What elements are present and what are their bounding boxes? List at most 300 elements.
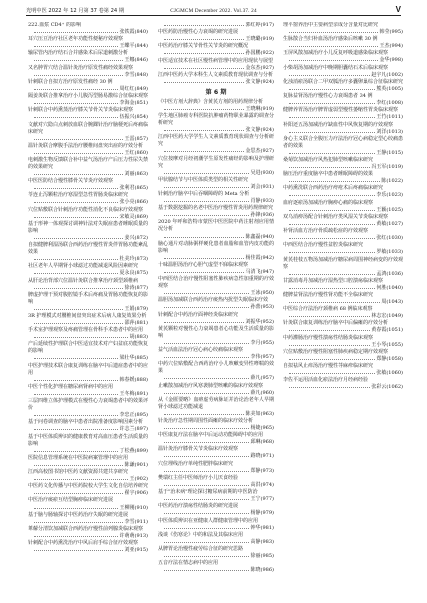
index-entry xyxy=(28,79,148,93)
leader-dots xyxy=(34,288,123,289)
entry-author: 薛凡(957) xyxy=(250,375,274,382)
entry-author: 张小亮(866) xyxy=(119,199,148,206)
entry-title: 浅谈《伤寒论》中的和法及其临床应用 xyxy=(158,531,244,538)
entry-title: 中医医防结合慢性膝骨关节炎疗效观察 xyxy=(28,178,114,185)
entry-title: 穴位埋线治疗单纯性肥胖临床研究 xyxy=(158,460,234,467)
entry-author-page xyxy=(28,270,148,277)
index-entry xyxy=(158,383,274,397)
leader-dots xyxy=(34,259,118,260)
index-entry xyxy=(158,560,274,574)
entry-author-page xyxy=(28,306,148,313)
index-entry xyxy=(28,327,148,341)
entry-author-page xyxy=(28,355,148,362)
entry-author: 王蝶平(844) xyxy=(119,43,148,50)
leader-dots xyxy=(164,109,244,110)
entry-title: 文献对穴隐白点刺放血联合腕踝针治疗脑梗死后疼痛临床研究 xyxy=(28,121,148,135)
index-entry xyxy=(283,50,403,64)
entry-title: 中医个性化护理在糖尿病肾病中的应用 xyxy=(28,383,114,390)
index-entry xyxy=(158,326,274,347)
index-entry xyxy=(158,43,274,57)
entry-title: 自拟祛风止痒汤治疗慢性荨麻疹临床研究 xyxy=(283,363,374,370)
entry-title: 血府逐瘀汤加减治疗胸痹心痛的临床观察 xyxy=(283,199,374,206)
entry-author-page xyxy=(283,207,403,214)
leader-dots xyxy=(34,415,118,416)
entry-author-page xyxy=(158,148,274,155)
entry-author: 李月(955) xyxy=(250,339,274,346)
entry-author-page xyxy=(28,199,148,206)
entry-title: 止嗽散加减治疗风寒袭肺型咳嗽的临床疗效观察 xyxy=(158,382,264,389)
entry-author: 陈谦(901) xyxy=(124,461,148,468)
page-header xyxy=(26,3,401,16)
index-entry xyxy=(283,107,403,121)
index-entry xyxy=(28,497,148,511)
entry-title: 电刺激生物反馈联合补中益气汤治疗产后压力性尿失禁的效果研究 xyxy=(28,156,148,170)
leader-dots xyxy=(34,337,128,338)
entry-author: 李雪(911) xyxy=(124,518,148,525)
leader-dots xyxy=(164,471,249,472)
leader-dots xyxy=(34,380,118,381)
leader-dots xyxy=(164,201,249,202)
entry-title: 学生地区肺癌专科医院抗肿瘤药物职业暴露的调查分析研究 xyxy=(158,113,274,127)
entry-author-page xyxy=(158,234,274,241)
entry-author: 李红(1008) xyxy=(376,100,403,107)
leader-dots xyxy=(164,513,249,514)
entry-author-page xyxy=(158,375,274,382)
index-entry xyxy=(28,419,148,433)
leader-dots xyxy=(289,359,375,360)
leader-dots xyxy=(164,357,249,358)
entry-author-page xyxy=(28,505,148,512)
leader-dots xyxy=(289,302,380,303)
leader-dots xyxy=(34,493,123,494)
entry-author-page xyxy=(28,547,148,554)
index-entry xyxy=(28,526,148,540)
entry-title: 复脉益肾汤治疗慢性心力衰竭患者 34 例 xyxy=(283,93,373,100)
index-entry xyxy=(28,65,148,79)
entry-title: 玉屏风散加减治疗小儿反复呼吸道感染临床观察 xyxy=(283,50,389,57)
entry-title: 中医药防治慢性心力衰竭的研究进展 xyxy=(158,29,239,36)
leader-dots xyxy=(34,309,123,310)
entry-author: 金华(998) xyxy=(379,57,403,64)
entry-author: 翟宇(906) xyxy=(124,490,148,497)
leader-dots xyxy=(34,32,118,33)
index-entry xyxy=(28,384,148,398)
entry-title: 小柴胡汤加减治疗中晚期胆囊结石术后临床观察 xyxy=(283,64,389,71)
entry-author: 宋敏灵(869) xyxy=(119,213,148,220)
leader-dots xyxy=(34,60,123,61)
entry-author: 王小琴(1055) xyxy=(371,341,403,348)
entry-title: 苓连止泻颗粒治疗寒湿型急性胃肠炎临床研究 xyxy=(28,192,129,199)
entry-author-page xyxy=(28,462,148,469)
entry-title: 理平窗养治中主要病型亲成分含量对比研究 xyxy=(283,22,379,28)
entry-author: 杜美玲(873) xyxy=(119,256,148,263)
entry-author-page xyxy=(28,285,148,292)
entry-author: 张文静(924) xyxy=(245,78,274,85)
leader-dots xyxy=(289,132,375,133)
header-journal-info: 光明中医 2022 年 12 月第 37 卷第 24 期 xyxy=(26,8,125,14)
index-entry xyxy=(158,262,274,276)
index-entry xyxy=(28,313,148,327)
index-entry xyxy=(28,434,148,455)
entry-title: 中医药文化传播与中医药院校大学生文化自信培养研究 xyxy=(28,483,148,490)
leader-dots xyxy=(34,323,123,324)
leader-dots xyxy=(34,238,123,239)
leader-dots xyxy=(289,210,375,211)
entry-author-page xyxy=(158,539,274,546)
entry-author-page xyxy=(28,519,148,526)
entry-author: 王娜(846) xyxy=(124,57,148,64)
entry-title: 基于数据挖掘的名老中医治疗慢性胃炎用药规律研究 xyxy=(158,205,274,212)
entry-author-page xyxy=(158,340,274,347)
entry-author-page xyxy=(283,57,403,64)
entry-author-page xyxy=(28,391,148,398)
index-entry xyxy=(283,122,403,136)
entry-author-page xyxy=(283,164,403,171)
entry-author: 刘洋(1013) xyxy=(376,128,403,135)
leader-dots xyxy=(164,428,249,429)
entry-author: 吴进(930) xyxy=(250,169,274,176)
index-entry xyxy=(158,361,274,382)
index-entry xyxy=(158,241,274,262)
entry-author: 王杰(994) xyxy=(379,43,403,50)
index-entry xyxy=(158,72,274,86)
index-entry xyxy=(283,22,403,36)
entry-title: 2020 年呼和浩特市蒙医中医医院中药注射剂应用情况分析 xyxy=(158,219,274,233)
leader-dots xyxy=(289,60,378,61)
leader-dots xyxy=(164,173,249,174)
entry-author-page xyxy=(158,482,274,489)
index-entry xyxy=(283,349,403,363)
index-entry xyxy=(283,214,403,228)
leader-dots xyxy=(289,274,375,275)
entry-author-page xyxy=(283,29,403,36)
entry-author-page xyxy=(283,271,403,278)
entry-author-page xyxy=(28,214,148,221)
index-column-3 xyxy=(283,22,403,597)
leader-dots xyxy=(289,153,375,154)
leader-dots xyxy=(34,89,118,90)
leader-dots xyxy=(164,82,244,83)
leader-dots xyxy=(289,103,375,104)
entry-author: 张敏(1060) xyxy=(376,370,403,377)
entry-title: 江西中医药大学本科生人文素质教育现状调查与分析 xyxy=(158,71,274,78)
entry-author-page xyxy=(28,235,148,242)
index-entry xyxy=(283,320,403,334)
entry-author: 林志宏(1049) xyxy=(371,313,403,320)
index-entry xyxy=(158,219,274,240)
entry-title: 黄芪颗粒对慢性心力衰竭患者心功能及生活质量的影响 xyxy=(158,325,274,339)
entry-author: 肖静(933) xyxy=(250,198,274,205)
entry-author-page xyxy=(28,377,148,384)
leader-dots xyxy=(34,508,118,509)
entry-title: 健脾益肾法治疗慢性肾功能不全临床研究 xyxy=(283,291,374,298)
index-entry xyxy=(28,341,148,362)
leader-dots xyxy=(164,215,249,216)
entry-title: 针灸联合康复训练治疗脑卒中后偏瘫的疗效分析 xyxy=(283,320,389,327)
entry-author: 黄春霞(1051) xyxy=(371,327,403,334)
entry-title: 中医体质辨识在亚健康人群健康管理中的应用 xyxy=(158,517,259,524)
entry-author: 冯玉军(1019) xyxy=(371,164,403,170)
entry-author-page xyxy=(158,198,274,205)
entry-title: 双乌消痹汤配合针刺治疗类风湿关节炎临床观察 xyxy=(283,213,389,220)
index-entry xyxy=(283,363,403,377)
entry-title: 十味温胆汤治疗心胆气虚型不寐临床观察 xyxy=(158,261,249,268)
entry-title: 甘露消毒丹加减治疗湿热型口腔溃疡临床观察 xyxy=(283,277,384,284)
index-entry xyxy=(158,156,274,177)
index-entry xyxy=(158,432,274,446)
index-entry xyxy=(158,191,274,205)
index-entry xyxy=(28,512,148,526)
entry-title: 甲状腺结节与中医体质类型的相关性研究 xyxy=(158,176,249,183)
entry-title: 中医适宜技术在社区慢性病管理中的应用现状与展望 xyxy=(158,57,274,64)
entry-author: 邵萍(881) xyxy=(124,320,148,327)
leader-dots xyxy=(34,139,123,140)
entry-author: 王娟(879) xyxy=(124,305,148,312)
entry-author-page xyxy=(158,255,274,262)
index-entry xyxy=(28,192,148,206)
leader-dots xyxy=(164,499,249,500)
index-entry xyxy=(283,79,403,93)
entry-author: 刘会(931) xyxy=(250,183,274,190)
leader-dots xyxy=(164,39,244,40)
leader-dots xyxy=(164,68,244,69)
header-english-info: CJGMCM December 2022. Vol.37. 24 xyxy=(170,8,257,14)
entry-title: 中药灌肠治疗慢性溃疡性结肠炎临床观察 xyxy=(283,334,374,341)
index-entry xyxy=(158,134,274,155)
entry-author-page xyxy=(158,304,274,311)
entry-author: 邱琳(968) xyxy=(250,439,274,446)
index-entry xyxy=(158,99,274,113)
index-entry xyxy=(158,297,274,311)
leader-dots xyxy=(34,465,123,466)
entry-author-page xyxy=(283,114,403,121)
entry-title: 中医药治疗膝关节骨性关节炎的研究概况 xyxy=(158,43,249,50)
entry-author: 王柳刚(910) xyxy=(119,504,148,511)
entry-author-page xyxy=(28,114,148,121)
index-entry xyxy=(283,200,403,214)
entry-author: 罗敏(1033) xyxy=(376,249,403,256)
leader-dots xyxy=(289,224,375,225)
entry-author-page xyxy=(158,79,274,86)
entry-author: 王晓琳(919) xyxy=(245,105,274,112)
entry-title: 中医综合疗法治疗颈椎病 68 例临床观察 xyxy=(283,306,373,313)
index-entry xyxy=(28,157,148,178)
entry-author-page xyxy=(283,327,403,334)
entry-author-page xyxy=(158,411,274,418)
entry-title: 穴位贴敷治疗慢性阻塞性肺疾病稳定期疗效观察 xyxy=(283,348,389,355)
index-entry xyxy=(158,532,274,546)
leader-dots xyxy=(34,217,118,218)
leader-dots xyxy=(164,456,249,457)
entry-title: 手术室护理观察及疼痛管理在骨科手术患者中的应用 xyxy=(28,327,144,334)
entry-title: 从《金匮要略》血痹虚劳病脉证并治论治老年人早期肾小球滤过功能减退 xyxy=(158,396,274,410)
entry-author-page xyxy=(283,285,403,292)
index-entry xyxy=(158,347,274,361)
index-entry xyxy=(28,93,148,107)
index-entry xyxy=(28,292,148,313)
entry-author-page xyxy=(158,319,274,326)
entry-title: 三层四维立体护理模式在慢性心力衰竭患者中的效果评价 xyxy=(28,398,148,412)
index-entry xyxy=(158,29,274,43)
index-entry xyxy=(158,177,274,191)
entry-title: 李佐平运用活血化瘀法治疗月经病经验 xyxy=(283,377,369,384)
entry-title: 又名肿胃穴结合温针灸治疗原发性痛经效果观察 xyxy=(28,64,134,71)
entry-author: 张铁霞(840) xyxy=(119,29,148,36)
entry-author: 郑静(973) xyxy=(250,467,274,474)
leader-dots xyxy=(289,238,375,239)
entry-author: 孙锋(936) xyxy=(250,212,274,219)
index-entry xyxy=(28,178,148,192)
entry-author-page xyxy=(158,453,274,460)
leader-dots xyxy=(289,46,378,47)
entry-title: 桑菊饮加减治疗风热犯肺型咳嗽临床研究 xyxy=(283,156,374,163)
entry-author-page xyxy=(283,356,403,363)
entry-author: 许萌萌(913) xyxy=(119,532,148,539)
issue-section-heading: 第 6 期 xyxy=(205,88,227,96)
entry-author-page xyxy=(283,384,403,391)
leader-dots xyxy=(34,550,123,551)
index-entry xyxy=(283,171,403,185)
entry-author-page xyxy=(28,171,148,178)
entry-title: 中医护理技术联合康复训练在脑卒中后遗症患者中的应用 xyxy=(28,362,148,376)
entry-title: 穴位贴敷联合针刺治疗功能性消化不良临床疗效观察 xyxy=(28,206,144,213)
entry-author: 许志兰(897) xyxy=(119,426,148,433)
index-entry xyxy=(283,228,403,242)
entry-author-page xyxy=(158,22,274,29)
entry-title: 健脾养胃汤治疗脾胃虚弱型慢性萎缩性胃炎临床观察 xyxy=(283,107,399,114)
leader-dots xyxy=(34,103,118,104)
entry-title: 黄芪桂枝五物汤加减治疗糖尿病周围神经病变的疗效观察 xyxy=(283,256,403,270)
entry-author: 高静(983) xyxy=(250,538,274,545)
leader-dots xyxy=(289,89,375,90)
index-entry xyxy=(283,36,403,50)
leader-dots xyxy=(164,53,244,54)
entry-title: 温胆汤加减联合西药治疗痰热内扰型失眠临床疗效 xyxy=(158,297,269,304)
index-entry xyxy=(28,50,148,64)
entry-author: 张彩云(1062) xyxy=(371,384,403,391)
entry-author: 王静(1015) xyxy=(376,149,403,156)
entry-author-page xyxy=(283,150,403,157)
entry-author-page xyxy=(158,65,274,72)
entry-title: 中西医结合治疗慢性盆腔炎临床研究 xyxy=(283,242,364,249)
leader-dots xyxy=(34,46,118,47)
entry-author: 刘振华(952) xyxy=(245,318,274,325)
entry-author-page xyxy=(28,426,148,433)
leader-dots xyxy=(34,429,118,430)
entry-author: 夏永良(875) xyxy=(119,270,148,277)
index-entry xyxy=(283,377,403,391)
leader-dots xyxy=(34,536,118,537)
index-entry xyxy=(158,22,274,29)
index-entry xyxy=(28,469,148,483)
entry-author: 韩莹(995) xyxy=(379,29,403,36)
entry-title: 温针灸治疗膝骨关节炎临床疗效观察 xyxy=(158,446,239,453)
entry-title: 中医药治疗溃疡性结肠炎的研究进展 xyxy=(158,503,239,510)
entry-author: 陈鑫磊(940) xyxy=(245,233,274,240)
entry-author-page xyxy=(158,510,274,517)
entry-author: 王冰(950) xyxy=(250,290,274,297)
index-column-1 xyxy=(28,22,148,597)
entry-author: 熊英(1005) xyxy=(376,85,403,92)
index-entry xyxy=(28,221,148,242)
entry-author: 王竹(1011) xyxy=(376,114,403,121)
entry-title: 生脉散合当归补血汤治疗感染后咳嗽 30 例 xyxy=(283,36,378,43)
leader-dots xyxy=(34,273,118,274)
entry-author: 金东杰(927) xyxy=(245,64,274,71)
index-entry xyxy=(28,122,148,143)
entry-author: 赵宇凡(1002) xyxy=(371,71,403,78)
index-entry xyxy=(283,292,403,306)
entry-title: 社区老年人早期肾小球滤过功能减退风险因素研究 xyxy=(28,263,139,270)
leader-dots xyxy=(164,485,249,486)
entry-author-page xyxy=(28,29,148,36)
entry-title: 温针灸联合摩腹手法治疗腰椎间盘突出症的疗效分析 xyxy=(28,142,144,149)
entry-author-page xyxy=(283,221,403,228)
entry-title: 五音疗法在情志病中的应用 xyxy=(158,560,219,567)
index-entry xyxy=(283,257,403,278)
leader-dots xyxy=(34,394,118,395)
index-entry xyxy=(28,36,148,50)
entry-author: 周红红(849) xyxy=(119,85,148,92)
leader-dots xyxy=(164,393,249,394)
entry-title: 针刺联合自拟方治疗原发性痛经 30 例 xyxy=(28,78,113,85)
entry-title: 耳穴压豆治疗社区老年功能性便秘疗效观察 xyxy=(28,36,124,43)
entry-title: 自拟健脾利湿汤联合西药治疗慢性胃炎伴胃肠功能紊乱效果 xyxy=(28,242,148,256)
entry-author: 杨婕(965) xyxy=(250,424,274,431)
entry-author: 张红(1030) xyxy=(376,235,403,242)
entry-author: 郑静(1058) xyxy=(376,355,403,362)
entry-author: 陈(1022) xyxy=(381,178,403,185)
index-entry xyxy=(283,306,403,320)
entry-title: 身心主义联合全腹压力疗法治疗冠心病稳定型心绞痛患者的效果 xyxy=(283,135,403,149)
entry-author: 马清飞(947) xyxy=(245,268,274,275)
leader-dots xyxy=(164,187,249,188)
entry-title: 江西高校图书馆中医药文献资源共建共享研究 xyxy=(28,469,129,476)
entry-title: 基于脑与肠轴探讨中医药治疗失眠的研究进展 xyxy=(28,511,129,518)
entry-title: 输尿管内治疗结石合并感染术后尿道刺激分析 xyxy=(28,50,129,57)
entry-author-page xyxy=(28,533,148,540)
entry-title: 脑压治疗重度脑卒中患者睡眠障碍的效果 xyxy=(283,171,374,178)
entry-author-page xyxy=(283,299,403,306)
entry-author: 王雷(857) xyxy=(124,135,148,142)
entry-author: 张利君(865) xyxy=(119,185,148,192)
entry-author-page xyxy=(158,184,274,191)
entry-author: 王冬梅(891) xyxy=(119,390,148,397)
entry-author: 刘丽(863) xyxy=(124,171,148,178)
index-entry xyxy=(28,398,148,419)
entry-author: 孙蕾(953) xyxy=(250,304,274,311)
entry-title: 穴位按摩对月经初潮学生原发性痛经的影响及护理研究 xyxy=(158,155,274,169)
leader-dots xyxy=(289,167,370,168)
leader-dots xyxy=(289,117,375,118)
entry-author: 何胜(1040) xyxy=(376,284,403,291)
entry-title: 中药穴位贴敷配合西药治疗小儿咳嗽变异性哮喘的效果 xyxy=(158,361,274,375)
entry-author: 李海金(851) xyxy=(119,100,148,107)
index-entry xyxy=(158,113,274,134)
entry-author: 郭红婷(917) xyxy=(245,22,274,28)
entry-author: 伍振兴(854) xyxy=(119,114,148,121)
index-entry xyxy=(158,461,274,475)
entry-title: 江西中医药大学学生人文素质教育现状调查与分析研究 xyxy=(158,134,274,148)
leader-dots xyxy=(34,522,123,523)
index-entry xyxy=(28,263,148,277)
entry-author-page xyxy=(28,320,148,327)
entry-title: 医院信息管理系统在中医院病案管理中的应用 xyxy=(28,454,129,461)
index-entry xyxy=(158,58,274,72)
entry-author: 王宁(977) xyxy=(250,496,274,503)
entry-title: 化浊消瘀汤联合二甲双胍治疗多囊卵巢综合征临床研究 xyxy=(283,78,403,85)
index-entry xyxy=(28,540,148,554)
